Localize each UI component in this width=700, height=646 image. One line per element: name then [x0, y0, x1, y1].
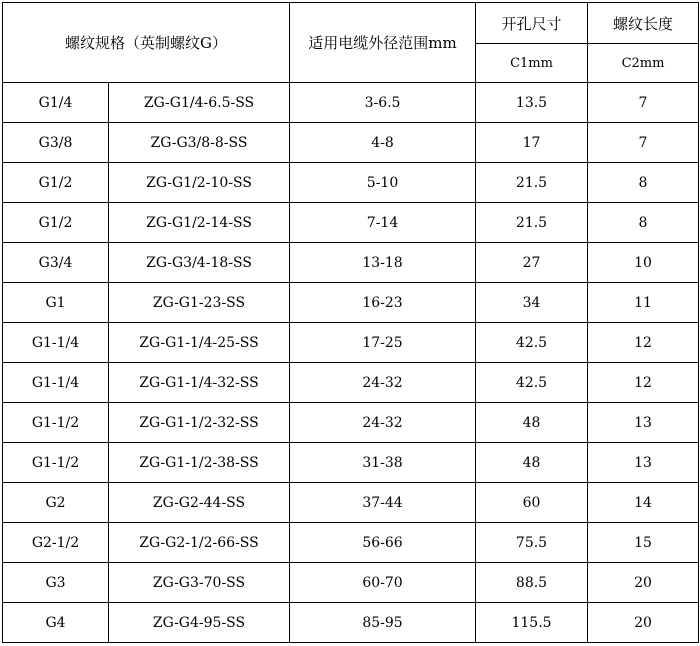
cell-c2: 8 — [588, 203, 699, 243]
cell-g: G1-1/2 — [3, 443, 109, 483]
header-thread-length: 螺纹长度 — [588, 3, 699, 44]
cell-range: 13-18 — [290, 243, 476, 283]
cell-c1: 42.5 — [476, 323, 588, 363]
table-row — [3, 83, 699, 123]
cell-g: G2 — [3, 483, 109, 523]
cell-model: ZG-G2-1/2-66-SS — [109, 523, 290, 563]
cell-c2: 12 — [588, 323, 699, 363]
table-row — [3, 443, 699, 483]
cell-c2: 8 — [588, 163, 699, 203]
table-row — [3, 123, 699, 163]
cell-g: G3 — [3, 563, 109, 603]
header-c2: C2mm — [588, 44, 699, 83]
cell-g: G3/4 — [3, 243, 109, 283]
cell-c1: 34 — [476, 283, 588, 323]
cell-c1: 88.5 — [476, 563, 588, 603]
cell-c1: 17 — [476, 123, 588, 163]
spec-table — [2, 2, 699, 643]
cell-c2: 7 — [588, 83, 699, 123]
cell-c1: 42.5 — [476, 363, 588, 403]
cell-g: G3/8 — [3, 123, 109, 163]
table-row — [3, 563, 699, 603]
cell-g: G1/2 — [3, 163, 109, 203]
header-hole-size: 开孔尺寸 — [476, 3, 588, 44]
cell-model: ZG-G1/2-10-SS — [109, 163, 290, 203]
cell-c2: 7 — [588, 123, 699, 163]
cell-c1: 75.5 — [476, 523, 588, 563]
cell-c2: 20 — [588, 563, 699, 603]
cell-range: 24-32 — [290, 403, 476, 443]
header-thread-spec: 螺纹规格（英制螺纹G） — [3, 3, 290, 83]
cell-c1: 115.5 — [476, 603, 588, 643]
cell-g: G1/2 — [3, 203, 109, 243]
cell-range: 16-23 — [290, 283, 476, 323]
cell-g: G2-1/2 — [3, 523, 109, 563]
table-row — [3, 363, 699, 403]
cell-range: 85-95 — [290, 603, 476, 643]
cell-model: ZG-G1-1/2-38-SS — [109, 443, 290, 483]
cell-g: G4 — [3, 603, 109, 643]
table-row — [3, 523, 699, 563]
cell-model: ZG-G2-44-SS — [109, 483, 290, 523]
cell-model: ZG-G1-23-SS — [109, 283, 290, 323]
table-row — [3, 403, 699, 443]
cell-g: G1/4 — [3, 83, 109, 123]
cell-c2: 14 — [588, 483, 699, 523]
cell-g: G1-1/4 — [3, 323, 109, 363]
cell-range: 4-8 — [290, 123, 476, 163]
cell-model: ZG-G1/4-6.5-SS — [109, 83, 290, 123]
cell-range: 7-14 — [290, 203, 476, 243]
table-row — [3, 203, 699, 243]
cell-model: ZG-G1-1/2-32-SS — [109, 403, 290, 443]
cell-c1: 21.5 — [476, 203, 588, 243]
cell-range: 5-10 — [290, 163, 476, 203]
cell-range: 60-70 — [290, 563, 476, 603]
header-cable-range: 适用电缆外径范围mm — [290, 3, 476, 83]
cell-model: ZG-G1/2-14-SS — [109, 203, 290, 243]
cell-model: ZG-G3/8-8-SS — [109, 123, 290, 163]
cell-c2: 20 — [588, 603, 699, 643]
cell-model: ZG-G4-95-SS — [109, 603, 290, 643]
cell-c1: 13.5 — [476, 83, 588, 123]
cell-c1: 27 — [476, 243, 588, 283]
header-c1: C1mm — [476, 44, 588, 83]
cell-range: 24-32 — [290, 363, 476, 403]
cell-c2: 15 — [588, 523, 699, 563]
cell-c2: 13 — [588, 403, 699, 443]
table-row — [3, 283, 699, 323]
table-row — [3, 603, 699, 643]
cell-model: ZG-G3/4-18-SS — [109, 243, 290, 283]
cell-g: G1-1/4 — [3, 363, 109, 403]
table-row — [3, 163, 699, 203]
cell-c1: 21.5 — [476, 163, 588, 203]
cell-range: 56-66 — [290, 523, 476, 563]
table-row — [3, 323, 699, 363]
cell-range: 17-25 — [290, 323, 476, 363]
cell-model: ZG-G1-1/4-25-SS — [109, 323, 290, 363]
cell-g: G1 — [3, 283, 109, 323]
cell-c2: 10 — [588, 243, 699, 283]
table-row — [3, 243, 699, 283]
cell-c1: 48 — [476, 443, 588, 483]
cell-c2: 11 — [588, 283, 699, 323]
cell-c1: 48 — [476, 403, 588, 443]
cell-c2: 12 — [588, 363, 699, 403]
cell-model: ZG-G3-70-SS — [109, 563, 290, 603]
cell-range: 3-6.5 — [290, 83, 476, 123]
cell-model: ZG-G1-1/4-32-SS — [109, 363, 290, 403]
cell-c2: 13 — [588, 443, 699, 483]
cell-range: 31-38 — [290, 443, 476, 483]
header-row — [3, 3, 699, 44]
cell-range: 37-44 — [290, 483, 476, 523]
cell-c1: 60 — [476, 483, 588, 523]
table-row — [3, 483, 699, 523]
cell-g: G1-1/2 — [3, 403, 109, 443]
